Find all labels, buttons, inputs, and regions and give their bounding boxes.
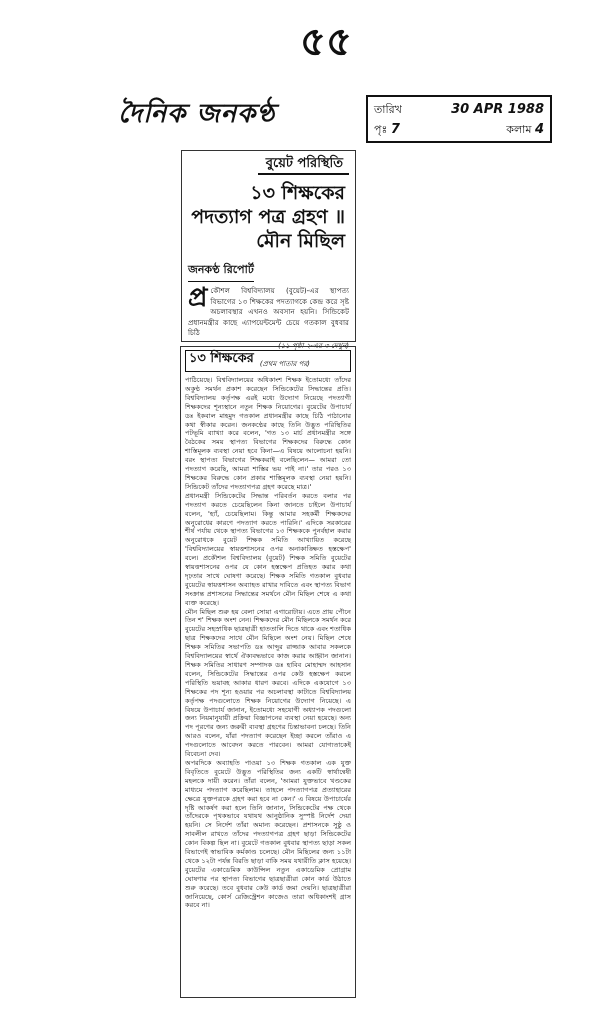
stamp-date-value: 30 APR 1988 — [451, 102, 544, 117]
body-paragraph: মৌন মিছিল শুরু হয় বেলা সোয়া এগারোটায়। এতে প্রায় পৌনে তিন শ' শিক্ষক অংশ নেন। শিক্ষকদের মৌন মিছিলকে সমর্থন করে বুয়েটের সহস্রাধিক ছাত্রছাত্রী হাততালি দিতে থাকে এবং শতাধিক ছাত্র শিক্ষকদের সাথে মৌন মিছিলে অংশ নেয়। মিছিল শেষে শিক্ষক সমিতির সভাপতি ডঃ আব্দুর রাজ্জাক আবার সকলকে বিশ্ববিদ্যালয়ের স্বার্থে ঐক্যবদ্ধভাবে কাজ করার আহ্বান জানান। শিক্ষক সমিতির সাধারণ সম্পাদক ডঃ হাবিব মোহাম্মদ আহসান বলেন, সিন্ডিকেটের সিদ্ধান্তের ওপর কেউ হস্তক্ষেপ করলে পরিস্থিতি ভয়াবহ আকার ধারণ করবে। এদিকে একযোগে ১৩ শিক্ষকের পদ শূন্য হওয়ার পর অচলাবস্থা কাটাতে বিশ্ববিদ্যালয় কর্তৃপক্ষ পদগুলোতে শিক্ষক নিয়োগের উদ্যোগ নিয়েছে। এ বিষয়ে উপাচার্য জানান, ইতোমধ্যে সহযোগী অধ্যাপক পদগুলো জন্য নিয়মানুযায়ী প্রক্রিয়া বিজ্ঞাপনের ব্যবস্থা নেয়া হয়েছে। অন্য পদ পূরণের জন্য জরুরী ব্যবস্থা গ্রহণের চিন্তাভাবনা চলছে। তিনি আরও বলেন, যাঁরা পদত্যাগ করেছেন ইচ্ছা করলে তাঁরাও এ পদগুলোতে আবেদন করতে পারবেন। আমরা যোগ্যতাকেই বিবেচনা দেব। — [185, 607, 351, 759]
intro-text: কৌশল বিশ্ববিদ্যালয় (বুয়েট)-এর স্থাপত্য বিভাগের ১৩ শিক্ষকের পদত্যাগকে কেন্দ্র করে সৃষ্ট অচলাবস্থার এখনও অবসান হয়নি। সিন্ডিকেট প্রধানমন্ত্রীর কাছে এ্যাপয়েন্টমেন্ট চেয়ে গতকাল বুধবার চিঠি — [188, 286, 349, 338]
newspaper-masthead: দৈনিক জনকণ্ঠ — [118, 99, 276, 129]
stamp-page-label: পৃঃ — [374, 123, 388, 136]
continuation-subheading: (প্রথম পাতার পর) — [259, 360, 310, 368]
continuation-note: (১১ পৃষ্ঠা ২-এর ৩ দেখুন) — [278, 341, 349, 350]
stamp-page-value: 7 — [390, 122, 400, 137]
article-byline: জনকণ্ঠ রিপোর্ট — [188, 261, 254, 282]
continuation-heading: ১৩ শিক্ষকের — [189, 351, 254, 366]
article-intro — [188, 283, 349, 339]
body-paragraph: পাঠিয়েছে। বিশ্ববিদ্যালয়ের অধিকাংশ শিক্ষক ইতোমধ্যে তাঁদের অকুণ্ঠ সমর্থন প্রকাশ করেছেন সিন্ডিকেটের সিদ্ধান্তের প্রতি। বিশ্ববিদ্যালয় কর্তৃপক্ষ এরই মধ্যে উদ্যোগ নিয়েছে পদত্যাগী শিক্ষকদের শূন্যস্থানে নতুন শিক্ষক নিয়োগের। বুয়েটের উপাচার্য ডঃ ইকবাল মাহমুদ গতকাল প্রধানমন্ত্রীর কাছে চিঠি পাঠানোর কথা স্বীকার করেন। জনকণ্ঠের কাছে তিনি উদ্ভূত পরিস্থিতির পটভূমি ব্যাখ্যা করে বলেন, 'গত ১৩ মার্চ প্রধানমন্ত্রীর সঙ্গে বৈঠকের সময় স্থাপত্য বিভাগের শিক্ষকদের বিরুদ্ধে কোন শাস্তিমূলক ব্যবস্থা নেয়া হবে কিনা—এ বিষয়ে আলোচনা হয়নি। বরং স্থাপত্য বিভাগের শিক্ষকরাই বলেছিলেন— আমরা তো পদত্যাগ করেছি, আমরা শাস্তির ভয় পাই না।' তার পরও ১৩ শিক্ষকের বিরুদ্ধে কোন প্রকার শাস্তিমূলক ব্যবস্থা নেয়া হয়নি। সিন্ডিকেট তাঁদের পদত্যাগপত্র গ্রহণ করেছে মাত্র।' — [185, 376, 351, 491]
body-paragraph: প্রধানমন্ত্রী সিন্ডিকেটের সিদ্ধান্ত পরিবর্তন করতে বলার পর পদত্যাগ করতে চেয়েছিলেন কিনা জানতে চাইলে উপাচার্য বলেন, 'হ্যাঁ, চেয়েছিলাম। কিন্তু আমার সহকর্মী শিক্ষকদের অনুরোধের কারণে পদত্যাগ করতে পারিনি।' এদিকে সরকারের শীর্ষ পর্যায় থেকে স্থাপত্য বিভাগের ১৩ শিক্ষককে পুনর্বহাল করার অনুরোধকে বুয়েট শিক্ষক সমিতি আখ্যায়িত করেছে 'বিশ্ববিদ্যালয়ের স্বায়ত্তশাসনের ওপর অনাকাঙ্ক্ষিত হস্তক্ষেপ' বলে। প্রকৌশল বিশ্ববিদ্যালয় (বুয়েট) শিক্ষক সমিতি বুয়েটের স্বায়ত্তশাসনের ওপর যে কোন হস্তক্ষেপ প্রতিহত করার কথা দৃঢ়তার সাথে ঘোষণা করেছে। শিক্ষক সমিতি গতকাল বুধবার বুয়েটের স্বায়ত্তশাসন অব্যাহত রাখার দাবিতে এবং স্থাপত্য বিভাগ সংক্রান্ত প্রশাসনের সিদ্ধান্তের সমর্থনে মৌন মিছিল শেষে এ কথা ব্যক্ত করেছে। — [185, 491, 351, 607]
article-headline: ১৩ শিক্ষকের পদত্যাগ পত্র গ্রহণ ॥ মৌন মিছিল — [191, 182, 345, 252]
date-stamp — [366, 95, 552, 143]
continuation-clipping — [180, 346, 356, 998]
dropcap: প্র — [188, 283, 208, 313]
article-clipping — [181, 150, 356, 350]
stamp-date-label: তারিখ — [374, 103, 402, 116]
stamp-column-label: কলাম — [506, 123, 532, 136]
continuation-body — [185, 376, 351, 910]
body-paragraph: অপরদিকে অব্যাহতি পাওয়া ১৩ শিক্ষক গতকাল এক যুক্ত বিবৃতিতে বুয়েটে উদ্ভূত পরিস্থিতির জন্য একটি স্বার্থান্বেষী মহলকে দায়ী করেন। তাঁরা বলেন, 'আমরা যুক্তভাবে খণ্ডকের মাধ্যমে পদত্যাগ করেছিলাম। তাহলে পদত্যাগপত্র প্রত্যাহারের ক্ষেত্রে যুক্তপত্রকে গ্রহণ করা হবে না কেন।' এ বিষয়ে উপাচার্যের দৃষ্টি আকর্ষণ করা হলে তিনি জানান, সিন্ডিকেটের পক্ষ থেকে তাঁদেরকে পৃথকভাবে যথাযথ আনুষ্ঠানিক সুস্পষ্ট নির্দেশ দেয়া হয়নি। সে নির্দেশ তাঁরা অমান্য করেছেন। প্রশাসনকে সুষ্ঠু ও সাবলীল রাখতে তাঁদের পদত্যাগপত্র গ্রহণ ছাড়া সিন্ডিকেটের কোন বিকল্প ছিল না। বুয়েটে গতকাল বুধবার স্থাপত্য ছাড়া সকল বিভাগেই স্বাভাবিক কর্মকাণ্ড চলেছে। মৌন মিছিলের জন্য ১১টা থেকে ১২টা পর্যন্ত বিরতি ছাড়া বাকি সময় যথারীতি ক্লাস হয়েছে। বুয়েটের একাডেমিক কাউন্সিল নতুন একাডেমিক প্রোগ্রাম ঘোষণার পর স্থাপত্য বিভাগের ছাত্রছাত্রীরা কোন কার্ড উঠাতে শুরু করেছে। তবে বুধবার কেউ কার্ড জমা দেয়নি। ছাত্রছাত্রীরা জানিয়েছে, কোর্স রেজিস্ট্রেশন কাজেও তারা অধিকাংশই গ্রাস করবে না। — [185, 758, 351, 910]
article-kicker: বুয়েট পরিস্থিতি — [258, 155, 349, 175]
continuation-header — [185, 350, 351, 372]
page-number: ৫৫ — [300, 19, 352, 65]
stamp-column-value: 4 — [534, 122, 544, 137]
